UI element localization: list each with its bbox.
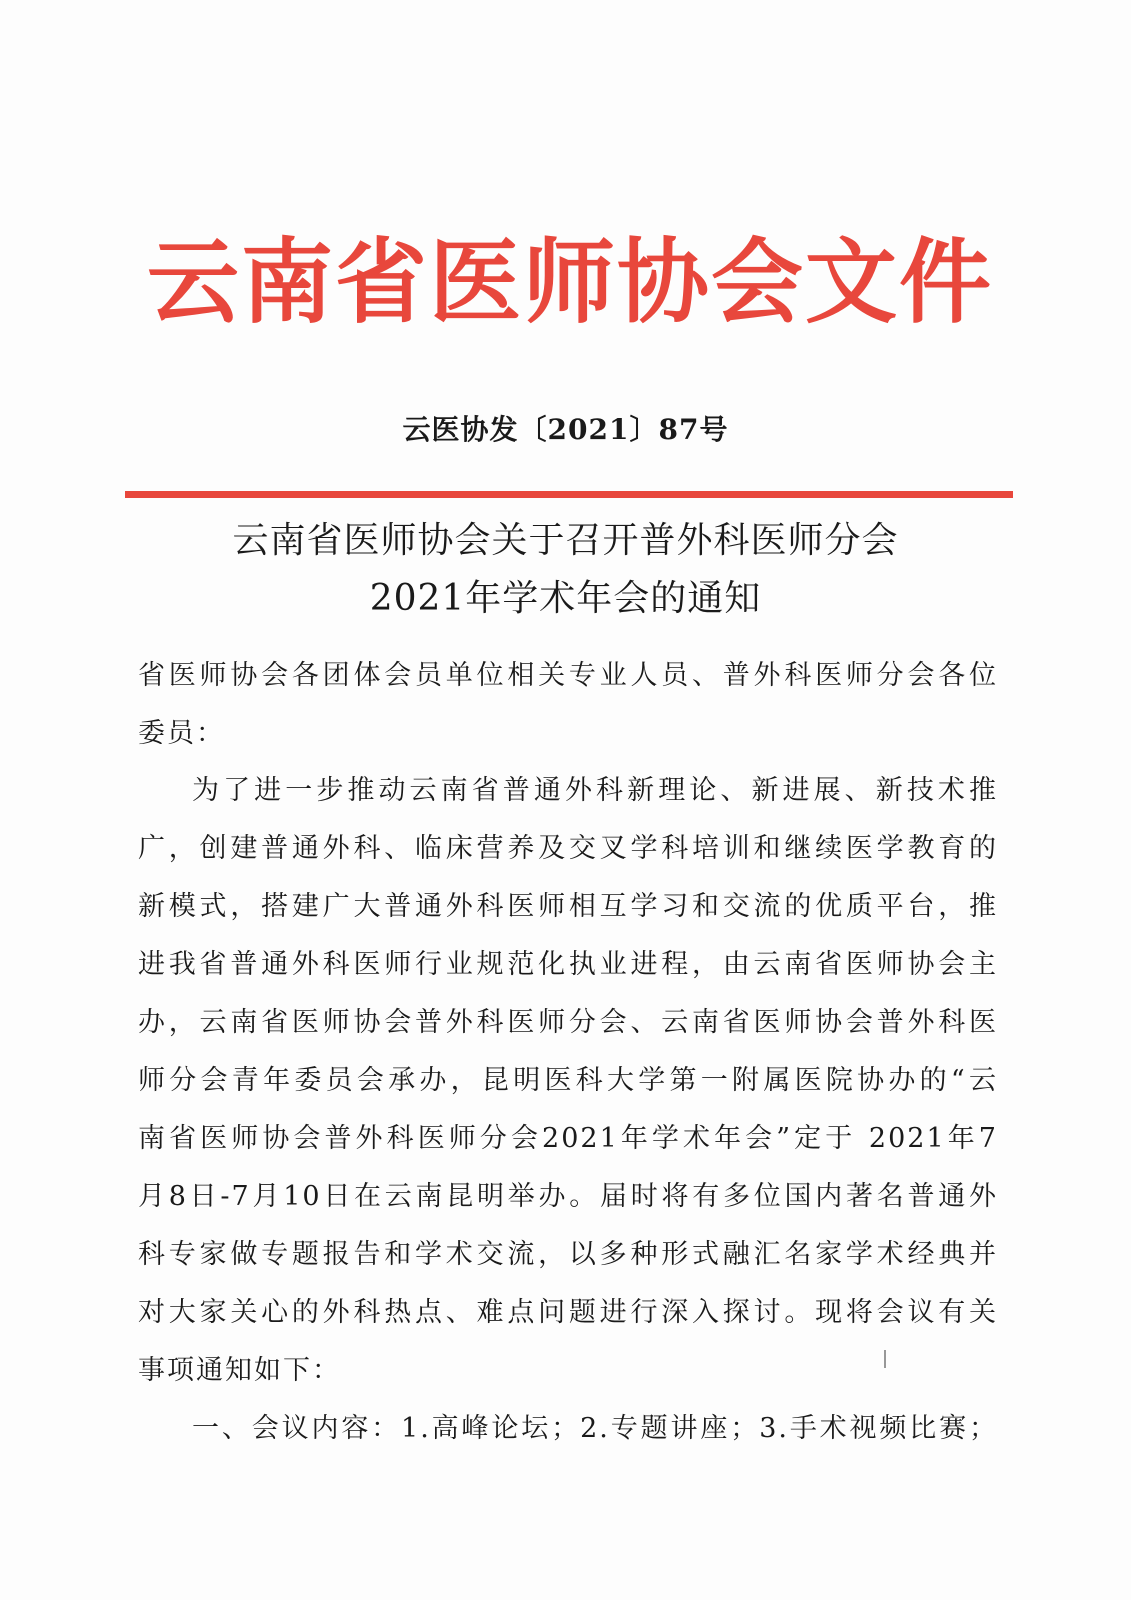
body-line: 对大家关心的外科热点、难点问题进行深入探讨。现将会议有关: [138, 1297, 998, 1328]
body-line: 师分会青年委员会承办，昆明医科大学第一附属医院协办的“云: [138, 1065, 998, 1096]
org-masthead-title: 云南省医师协会文件: [146, 229, 993, 336]
addressee-line-2: 委员：: [138, 718, 225, 749]
body-line: 广，创建普通外科、临床营养及交叉学科培训和继续医学教育的: [138, 833, 998, 864]
body-line: 办，云南省医师协会普外科医师分会、云南省医师协会普外科医: [138, 1007, 998, 1038]
body-line: 事项通知如下：: [138, 1355, 341, 1386]
body-line: 科专家做专题报告和学术交流，以多种形式融汇名家学术经典并: [138, 1239, 998, 1270]
notice-title-line-2: 2021年学术年会的通知: [369, 578, 762, 619]
addressee-line-1: 省医师协会各团体会员单位相关专业人员、普外科医师分会各位: [138, 660, 998, 691]
scan-speck: [884, 1350, 886, 1368]
red-divider-line: [125, 491, 1013, 498]
notice-title-line-1: 云南省医师协会关于召开普外科医师分会: [232, 520, 899, 561]
body-line: 进我省普通外科医师行业规范化执业进程，由云南省医师协会主: [138, 949, 998, 980]
body-line: 南省医师协会普外科医师分会2021年学术年会”定于 2021年7: [138, 1123, 998, 1154]
document-number: 云医协发〔2021〕87号: [402, 413, 729, 446]
body-line: 为了进一步推动云南省普通外科新理论、新进展、新技术推: [192, 775, 998, 806]
body-line: 新模式，搭建广大普通外科医师相互学习和交流的优质平台，推: [138, 891, 998, 922]
section-1-meeting-content: 一、会议内容：1.高峰论坛；2.专题讲座；3.手术视频比赛；: [192, 1413, 998, 1444]
body-line: 月8日-7月10日在云南昆明举办。届时将有多位国内著名普通外: [138, 1181, 998, 1212]
